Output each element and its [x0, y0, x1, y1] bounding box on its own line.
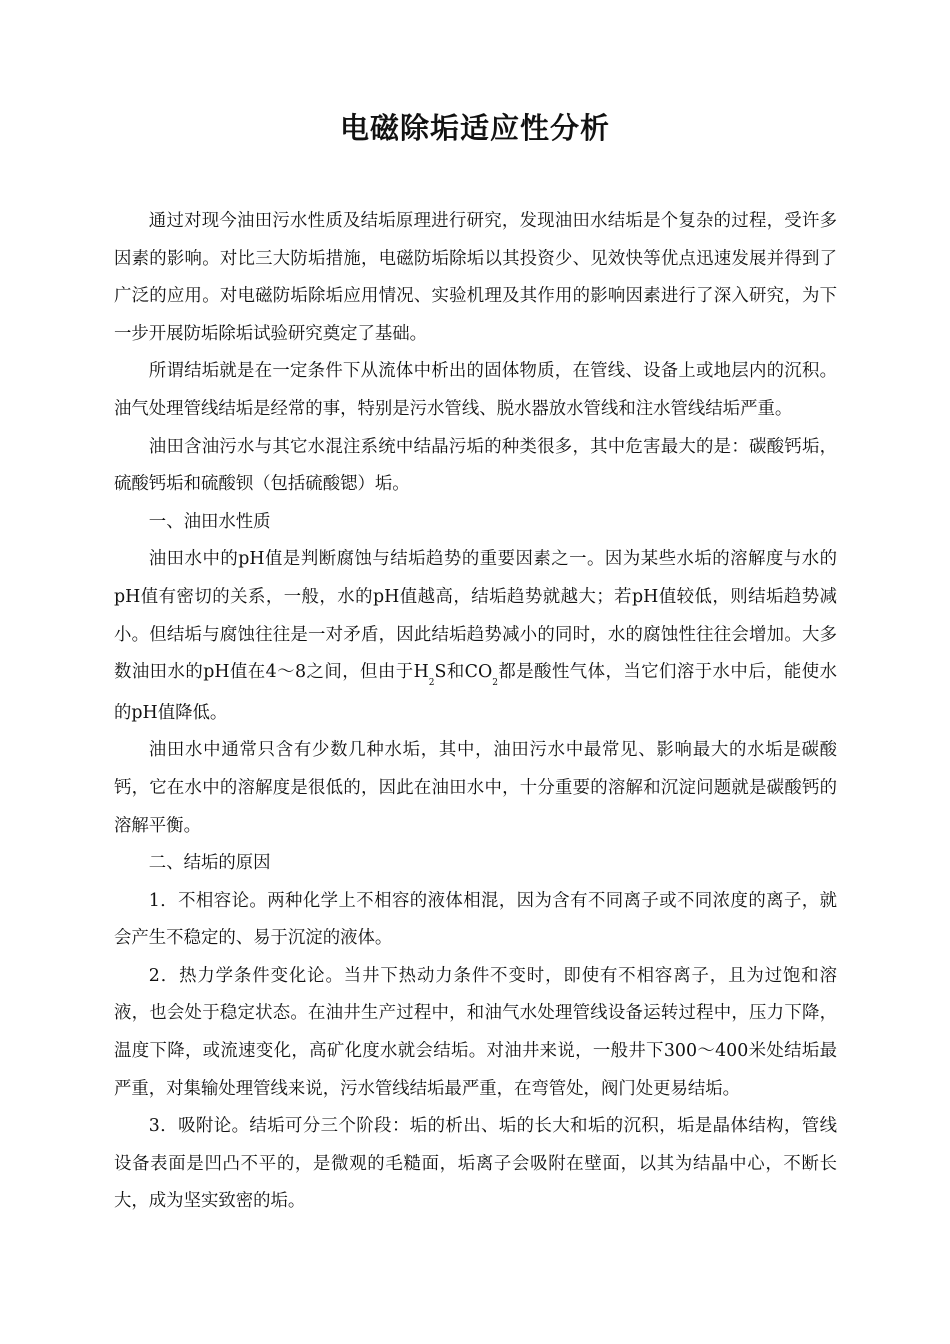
ph-text-before: 油田水中的pH值是判断腐蚀与结垢趋势的重要因素之一。因为某些水垢的溶解度与水的pH值有密切的关系，一般，水的pH值越高，结垢趋势就越大；若pH值较低，则结垢趋势减小。但结垢与腐蚀往往是一对矛盾，因此结垢趋势减小的同时，水的腐蚀性往往会增加。大多数油田水的pH值在4～8之间，但由于H: [114, 549, 837, 683]
h2s-subscript: 2: [428, 678, 435, 689]
co2-subscript: 2: [492, 678, 498, 689]
paragraph-calcium-carbonate: 油田水中通常只含有少数几种水垢，其中，油田污水中最常见、影响最大的水垢是碳酸钙，它在水中的溶解度是很低的，因此在油田水中，十分重要的溶解和沉淀问题就是碳酸钙的溶解平衡。: [114, 740, 837, 836]
paragraph-scaling-definition: 所谓结垢就是在一定条件下从流体中析出的固体物质，在管线、设备上或地层内的沉积。油气处理管线结垢是经常的事，特别是污水管线、脱水器放水管线和注水管线结垢严重。: [114, 361, 837, 419]
section-heading-scaling-causes: 二、结垢的原因: [148, 853, 271, 874]
ph-text-mid: S和CO: [434, 662, 493, 683]
paragraph-thermodynamic-theory: 2．热力学条件变化论。当井下热动力条件不变时，即使有不相容离子，且为过饱和溶液，也会处于稳定状态。在油井生产过程中，和油气水处理管线设备运转过程中，压力下降，温度下降，或流速变化，高矿化度水就会结垢。对油井来说，一般井下300～400米处结垢最严重，对集输处理管线来说，污水管线结垢最严重，在弯管处，阀门处更易结垢。: [114, 965, 837, 1099]
paragraph-incompatibility-theory: 1．不相容论。两种化学上不相容的液体相混，因为含有不同离子或不同浓度的离子，就会产生不稳定的、易于沉淀的液体。: [114, 890, 837, 949]
document-body: [114, 203, 837, 1221]
paragraph-adsorption-theory: 3．吸附论。结垢可分三个阶段：垢的析出、垢的长大和垢的沉积，垢是晶体结构，管线设备表面是凹凸不平的，是微观的毛糙面，垢离子会吸附在壁面，以其为结晶中心，不断长大，成为坚实致密的垢。: [114, 1116, 837, 1212]
paragraph-scale-types: 油田含油污水与其它水混注系统中结晶污垢的种类很多，其中危害最大的是：碳酸钙垢，硫酸钙垢和硫酸钡（包括硫酸锶）垢。: [114, 436, 837, 495]
ph-text-after: 都是酸性气体，当它们溶于水中后，能使水的pH值降低。: [114, 662, 837, 723]
section-heading-water-properties: 一、油田水性质: [148, 511, 271, 532]
document-title: 电磁除垢适应性分析: [339, 111, 610, 145]
paragraph-intro: 通过对现今油田污水性质及结垢原理进行研究，发现油田水结垢是个复杂的过程，受许多因素的影响。对比三大防垢措施，电磁防垢除垢以其投资少、见效快等优点迅速发展并得到了广泛的应用。对电磁防垢除垢应用情况、实验机理及其作用的影响因素进行了深入研究，为下一步开展防垢除垢试验研究奠定了基础。: [114, 211, 837, 344]
paragraph-ph-value: [114, 541, 837, 732]
